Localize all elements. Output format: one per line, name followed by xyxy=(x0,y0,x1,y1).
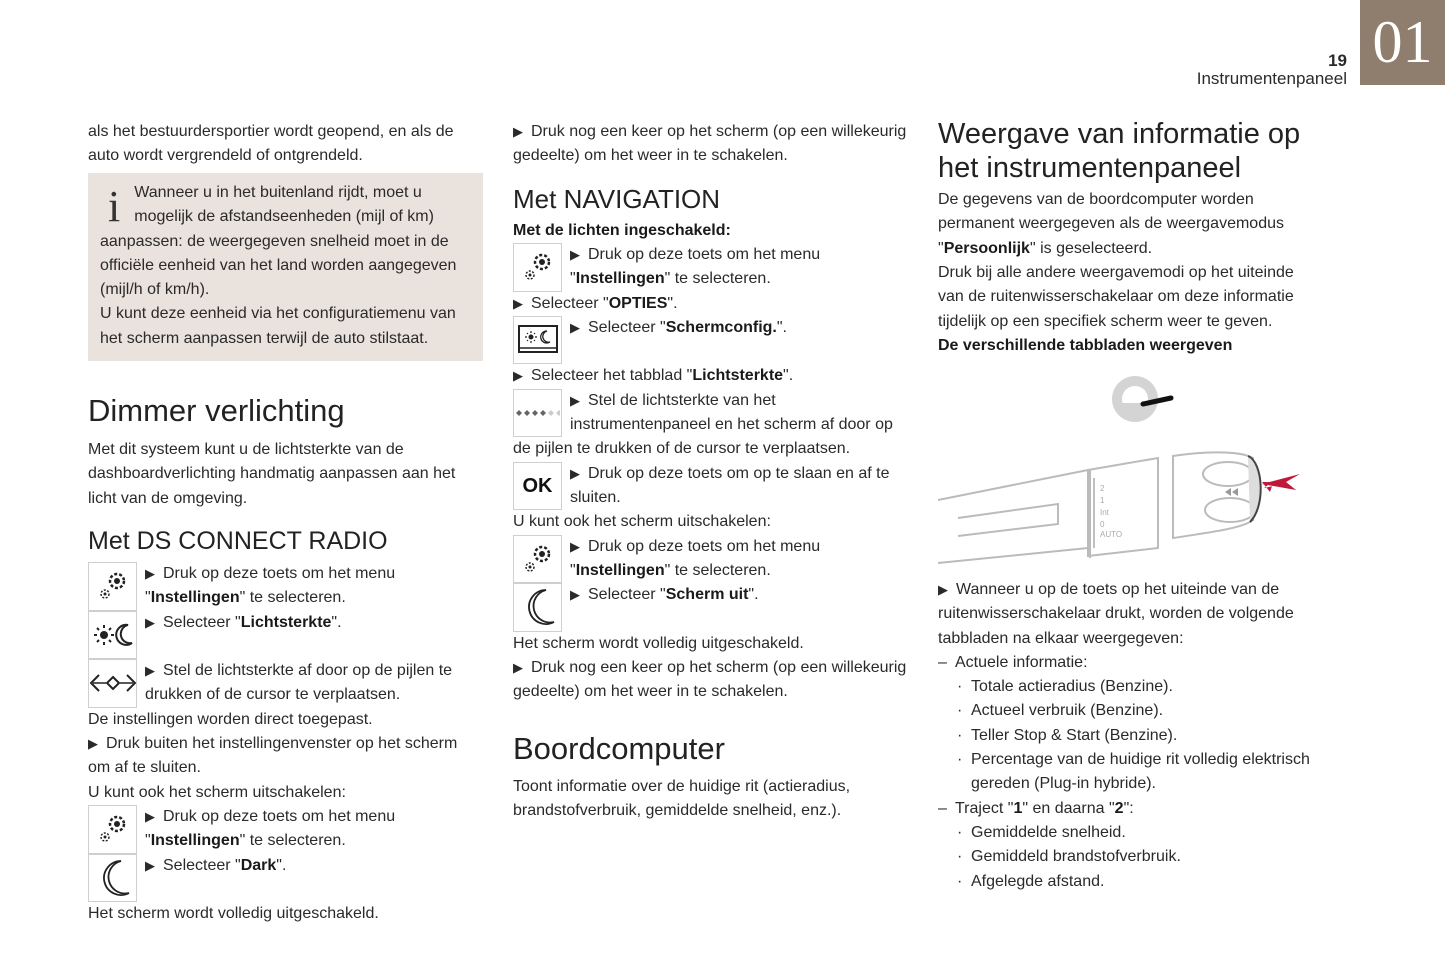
step-text: " te selecteren. xyxy=(664,270,771,288)
boordcomputer-title: Boordcomputer xyxy=(513,731,725,766)
arrow-icon: ▶ xyxy=(513,660,523,676)
dash-marker: – xyxy=(938,799,947,817)
tabs-heading: De verschillende tabbladen weergeven xyxy=(938,337,1233,354)
group-bold: 1 xyxy=(1013,799,1023,817)
dimmer-desc: Met dit systeem kunt u de lichtsterkte van de dashboardverlichting handmatig aanpassen aan het licht van de omgeving. xyxy=(88,441,456,507)
arrow-icon: ▶ xyxy=(145,614,155,630)
column-3 xyxy=(938,117,1323,917)
step-text: Selecteer het tabblad " xyxy=(531,367,693,385)
settings-gear-icon xyxy=(88,805,137,854)
list-item: · Percentage van de huidige rit volledig elektrisch gereden (Plug-in hybride). xyxy=(955,748,1323,797)
settings-gear-icon xyxy=(88,562,137,611)
step-text: Druk nog een keer op het scherm (op een willekeurig gedeelte) om het weer in te schakelen. xyxy=(513,123,907,165)
page-number: 19 xyxy=(1328,51,1347,70)
step-text: ". xyxy=(667,294,678,312)
lights-on-label: Met de lichten ingeschakeld: xyxy=(513,222,731,239)
arrow-icon: ▶ xyxy=(570,392,580,408)
step-text: Druk op deze toets om op te slaan en af te sluiten. xyxy=(570,464,890,506)
step-text: Druk buiten het instellingenvenster op het scherm om af te sluiten. xyxy=(88,735,458,777)
screen-config-icon xyxy=(513,316,562,365)
arrow-icon: ▶ xyxy=(513,368,523,384)
group-label: Traject " xyxy=(955,799,1014,817)
navigation-subtitle: Met NAVIGATION xyxy=(513,184,721,214)
arrow-icon: ▶ xyxy=(88,736,98,752)
moon-icon xyxy=(88,854,137,903)
list-item: · Gemiddeld brandstofverbruik. xyxy=(955,845,1323,869)
step-bold: Lichtsterkte xyxy=(692,367,784,385)
step-text: ". xyxy=(776,318,787,336)
screen-off-text: U kunt ook het scherm uitschakelen: xyxy=(88,783,346,801)
section-title: Instrumentenpaneel xyxy=(1196,69,1347,88)
list-item: · Actueel verbruik (Benzine). xyxy=(955,699,1323,723)
intro-text: als het bestuurdersportier wordt geopend, en als de auto wordt vergrendeld of ontgrendeld. xyxy=(88,123,454,165)
step-text: Druk op deze toets om het menu " xyxy=(570,246,821,288)
step-bold: Instellingen xyxy=(575,270,665,288)
screen-off-result: Het scherm wordt volledig uitgeschakeld. xyxy=(513,634,804,652)
tabs-list xyxy=(938,578,1323,894)
para-text: De gegevens van de boordcomputer worden permanent weergegeven als de weergavemodus " xyxy=(938,191,1284,257)
step-bold: Dark xyxy=(240,856,277,874)
step-text: Selecteer " xyxy=(588,318,666,336)
moon-icon xyxy=(513,583,562,632)
screen-off-text: U kunt ook het scherm uitschakelen: xyxy=(513,513,771,531)
ok-label: OK xyxy=(522,474,553,497)
list-item xyxy=(938,651,1323,797)
arrow-icon: ▶ xyxy=(145,857,155,873)
chapter-tab: 01 xyxy=(1360,0,1445,85)
para-bold: Persoonlijk xyxy=(943,239,1030,257)
arrow-icon: ▶ xyxy=(570,587,580,603)
list-item: · Totale actieradius (Benzine). xyxy=(955,675,1323,699)
list-item xyxy=(938,797,1323,894)
step-text: ". xyxy=(783,367,794,385)
step-bold: OPTIES xyxy=(608,294,668,312)
info-box xyxy=(88,173,483,361)
group-bold: 2 xyxy=(1114,799,1124,817)
settings-gear-icon xyxy=(513,243,562,292)
display-info-title: Weergave van informatie op het instrumentenpaneel xyxy=(938,118,1301,184)
step-text: Druk nog een keer op het scherm (op een willekeurig gedeelte) om het weer in te schakelen. xyxy=(513,659,907,701)
step-text: ". xyxy=(276,856,287,874)
arrow-icon: ▶ xyxy=(570,247,580,262)
wiper-label-0: 0 xyxy=(1100,520,1105,529)
info-text-2: U kunt deze eenheid via het configuratiemenu van het scherm aanpassen terwijl de auto stilstaat. xyxy=(100,305,456,347)
info-icon: i xyxy=(108,182,121,231)
arrow-icon: ▶ xyxy=(145,663,155,679)
column-2 xyxy=(513,120,908,940)
arrow-icon: ▶ xyxy=(570,538,580,554)
step-text: ". xyxy=(331,613,342,631)
step-text: Selecteer " xyxy=(588,586,666,604)
step-text: ". xyxy=(748,586,759,604)
arrow-icon: ▶ xyxy=(570,465,580,481)
brightness-sun-moon-icon xyxy=(88,611,137,660)
wiper-stalk-illustration xyxy=(938,370,1323,570)
arrow-icon: ▶ xyxy=(513,295,523,311)
step-text: Selecteer " xyxy=(163,613,241,631)
screen-off-result: Het scherm wordt volledig uitgeschakeld. xyxy=(88,905,379,923)
info-text: Wanneer u in het buitenland rijdt, moet u mogelijk de afstandseenheden (mijl of km) aanpassen: de weergegeven snelheid moet in de officiële eenheid van het land worden aangegeven (mijl/h of km/h). xyxy=(100,184,457,299)
step-text: Stel de lichtsterkte van het instrumentenpaneel en het scherm af door op de pijlen te drukken of de cursor te verplaatsen. xyxy=(513,391,893,458)
group-label: " en daarna " xyxy=(1022,799,1115,817)
slider-arrows-icon xyxy=(88,659,137,708)
ds-connect-steps xyxy=(88,562,483,926)
settings-gear-icon xyxy=(513,535,562,584)
dimmer-title: Dimmer verlichting xyxy=(88,393,345,428)
step-bold: Schermconfig. xyxy=(665,318,777,336)
step-text: Druk op deze toets om het menu " xyxy=(145,565,396,607)
step-text: Selecteer " xyxy=(531,294,609,312)
group-label: ": xyxy=(1123,799,1134,817)
para-text: " is geselecteerd. xyxy=(1029,239,1153,257)
navigation-steps xyxy=(513,243,908,705)
list-item: · Teller Stop & Start (Benzine). xyxy=(955,724,1323,748)
wiper-label-int: Int xyxy=(1100,508,1109,517)
step-text: Druk op deze toets om het menu " xyxy=(570,537,821,579)
list-item: · Gemiddelde snelheid. xyxy=(955,821,1323,845)
arrow-icon: ▶ xyxy=(513,124,523,139)
group-label: Actuele informatie: xyxy=(955,653,1088,671)
brightness-dots-icon xyxy=(513,389,562,438)
arrow-icon: ▶ xyxy=(570,319,580,335)
arrow-icon: ▶ xyxy=(145,566,155,581)
boordcomputer-desc: Toont informatie over de huidige rit (actieradius, brandstofverbruik, gemiddelde snelheid, enz.). xyxy=(513,778,851,820)
dash-marker: – xyxy=(938,653,947,671)
arrow-icon: ▶ xyxy=(938,582,948,597)
step-text: Druk op deze toets om het menu " xyxy=(145,807,396,850)
step-text: Selecteer " xyxy=(163,856,241,874)
wiper-label-1: 1 xyxy=(1100,496,1105,505)
step-text: " te selecteren. xyxy=(239,832,346,850)
para-text: Wanneer u op de toets op het uiteinde van de ruitenwisserschakelaar drukt, worden de volgende tabbladen na elkaar weergegeven: xyxy=(938,581,1294,647)
step-bold: Scherm uit xyxy=(665,586,749,604)
applied-text: De instellingen worden direct toegepast. xyxy=(88,710,373,728)
list-item: · Afgelegde afstand. xyxy=(955,870,1323,894)
step-text: " te selecteren. xyxy=(664,561,771,579)
step-bold: Instellingen xyxy=(150,589,240,607)
wiper-label-2: 2 xyxy=(1100,484,1105,493)
step-bold: Instellingen xyxy=(150,832,240,850)
ok-button-icon xyxy=(513,462,562,511)
wiper-label-auto: AUTO xyxy=(1100,530,1123,539)
step-text: " te selecteren. xyxy=(239,589,346,607)
step-text: Stel de lichtsterkte af door op de pijlen te drukken of de cursor te verplaatsen. xyxy=(145,662,453,704)
column-1 xyxy=(88,120,483,940)
para-text: Druk bij alle andere weergavemodi op het uiteinde van de ruitenwisserschakelaar om deze informatie tijdelijk op een specifiek scherm weer te geven. xyxy=(938,264,1294,330)
step-bold: Instellingen xyxy=(575,561,665,579)
step-bold: Lichtsterkte xyxy=(240,613,332,631)
ds-connect-subtitle: Met DS CONNECT RADIO xyxy=(88,527,388,555)
arrow-icon: ▶ xyxy=(145,808,155,824)
